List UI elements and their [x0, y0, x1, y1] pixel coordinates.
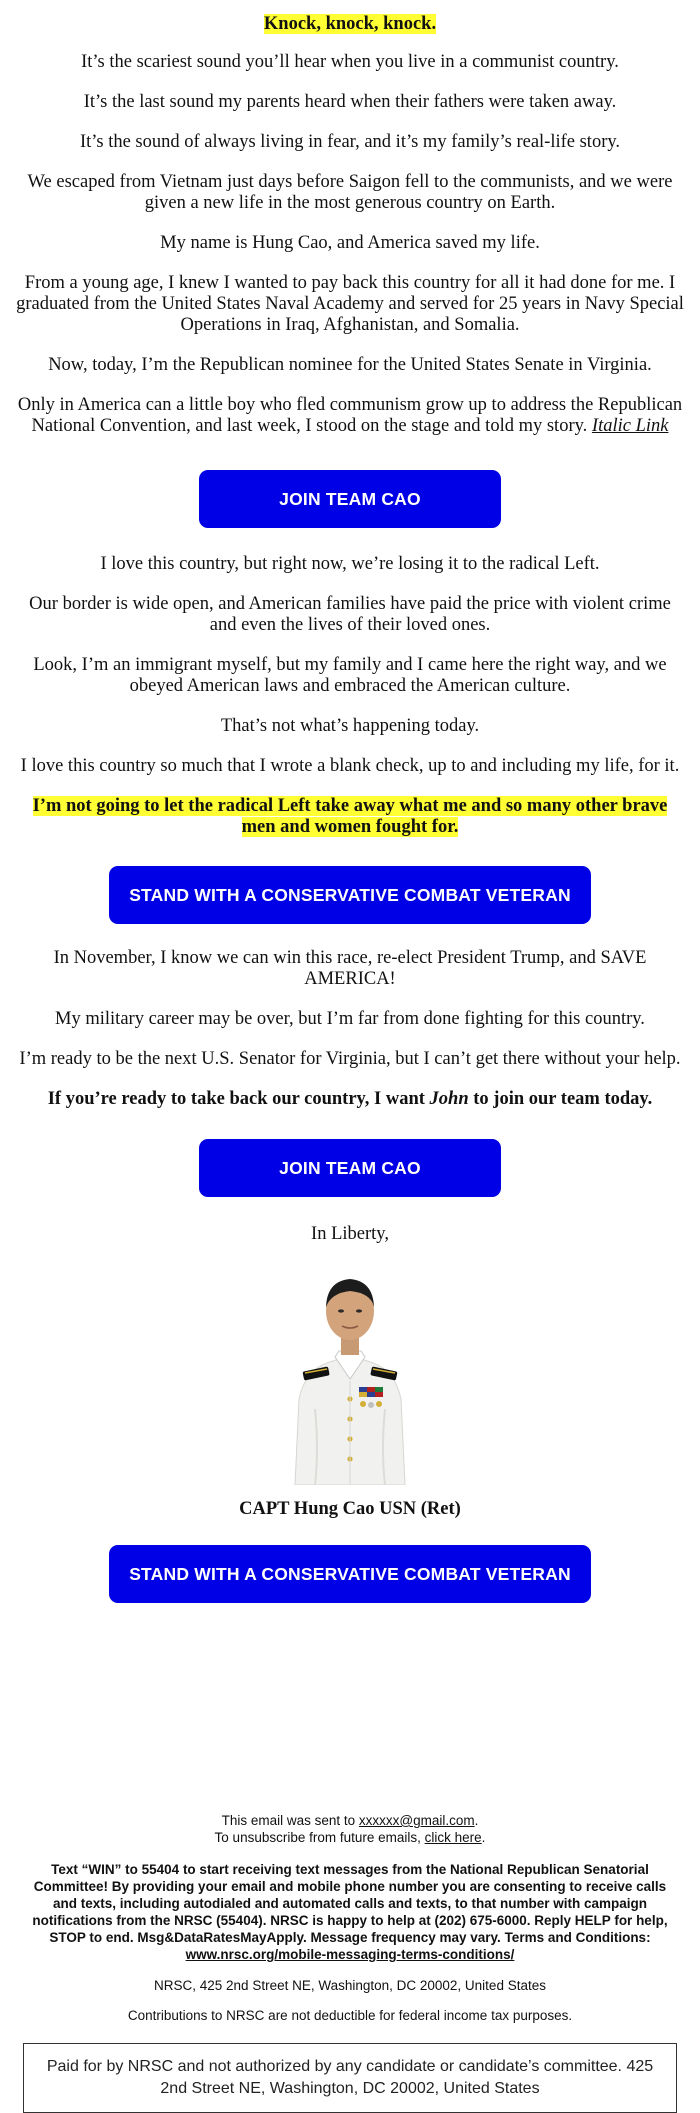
- paragraph: From a young age, I knew I wanted to pay back this country for all it had done for me. I graduated from the United States Naval Academy and served for 25 years in Navy Special Operations in Iraq, Afghanistan, and Somalia.: [16, 273, 684, 335]
- paragraph: That’s not what’s happening today.: [220, 716, 480, 736]
- rnc-text: Only in America can a little boy who fled communism grow up to address the Republican National Convention, and last week, I stood on the stage and told my story.: [17, 395, 683, 436]
- paragraph: In November, I know we can win this race, re-elect President Trump, and SAVE AMERICA!: [53, 948, 647, 989]
- terms-link[interactable]: www.nrsc.org/mobile-messaging-terms-conditions/: [185, 1947, 515, 1962]
- stand-with-veteran-button[interactable]: STAND WITH A CONSERVATIVE COMBAT VETERAN: [109, 1545, 591, 1603]
- sent-to-suffix: .: [474, 1813, 479, 1828]
- join-team-cao-button[interactable]: JOIN TEAM CAO: [199, 470, 501, 528]
- paragraph: It’s the last sound my parents heard when their fathers were taken away.: [83, 92, 617, 112]
- unsubscribe-suffix: .: [481, 1830, 486, 1845]
- join-team-cao-button[interactable]: JOIN TEAM CAO: [199, 1139, 501, 1197]
- sent-to-prefix: This email was sent to: [221, 1813, 359, 1828]
- cta-pre: If you’re ready to take back our country, I want: [47, 1089, 430, 1109]
- cta-paragraph: [0, 1089, 700, 1110]
- sms-text: Text “WIN” to 55404 to start receiving text messages from the National Republican Senatorial Committee! By providing your email and mobile phone number you are consenting to receive calls and texts, including autodialed and automated calls and texts, to that number with campaign notifications from the NRSC (55404). NRSC is happy to help at (202) 675-6000. Reply HELP for help, STOP to end. Msg&DataRatesMayApply. Message frequency may vary. Terms and Conditions:: [32, 1862, 668, 1945]
- highlight-paragraph: [0, 796, 700, 838]
- signoff: In Liberty,: [311, 1224, 389, 1244]
- footer-sent-to: [0, 1812, 700, 1829]
- highlight-text: I’m not going to let the radical Left take away what me and so many other brave men and women fought for.: [32, 796, 668, 837]
- footer-unsubscribe: [0, 1829, 700, 1846]
- unsubscribe-link[interactable]: click here: [424, 1830, 482, 1845]
- paragraph: It’s the scariest sound you’ll hear when you live in a communist country.: [81, 52, 619, 72]
- cta-post: to join our team today.: [468, 1089, 653, 1109]
- paid-for-disclaimer: Paid for by NRSC and not authorized by any candidate or candidate’s committee. 425 2nd Street NE, Washington, DC 20002, United States: [23, 2043, 677, 2113]
- sms-disclaimer: [0, 1861, 700, 1963]
- paragraph: My name is Hung Cao, and America saved my life.: [160, 233, 540, 253]
- paragraph: Our border is wide open, and American families have paid the price with violent crime and even the lives of their loved ones.: [29, 594, 671, 635]
- rnc-paragraph: [0, 395, 700, 437]
- cta-name: John: [429, 1089, 469, 1109]
- signature: CAPT Hung Cao USN (Ret): [239, 1499, 461, 1519]
- unsubscribe-prefix: To unsubscribe from future emails,: [214, 1830, 425, 1845]
- recipient-email-link[interactable]: xxxxxx@gmail.com: [358, 1813, 475, 1828]
- paragraph: It’s the sound of always living in fear, and it’s my family’s real-life story.: [79, 132, 621, 152]
- opening-highlight: Knock, knock, knock.: [263, 14, 437, 34]
- paragraph: I love this country, but right now, we’re losing it to the radical Left.: [100, 554, 600, 574]
- footer-address: NRSC, 425 2nd Street NE, Washington, DC 20002, United States: [154, 1978, 546, 1993]
- paragraph: I’m ready to be the next U.S. Senator for Virginia, but I can’t get there without your help.: [19, 1049, 681, 1069]
- opening-line: [0, 14, 700, 35]
- rnc-link[interactable]: Italic Link: [591, 416, 669, 436]
- paragraph: I love this country so much that I wrote a blank check, up to and including my life, for it.: [20, 756, 680, 776]
- paragraph: Now, today, I’m the Republican nominee for the United States Senate in Virginia.: [48, 355, 652, 375]
- paragraph: We escaped from Vietnam just days before Saigon fell to the communists, and we were given a new life in the most generous country on Earth.: [27, 172, 673, 213]
- stand-with-veteran-button[interactable]: STAND WITH A CONSERVATIVE COMBAT VETERAN: [109, 866, 591, 924]
- candidate-portrait: [275, 1259, 425, 1485]
- tax-note: Contributions to NRSC are not deductible for federal income tax purposes.: [127, 2008, 573, 2023]
- paragraph: My military career may be over, but I’m far from done fighting for this country.: [55, 1009, 645, 1029]
- paragraph: Look, I’m an immigrant myself, but my family and I came here the right way, and we obeyed American laws and embraced the American culture.: [33, 655, 667, 696]
